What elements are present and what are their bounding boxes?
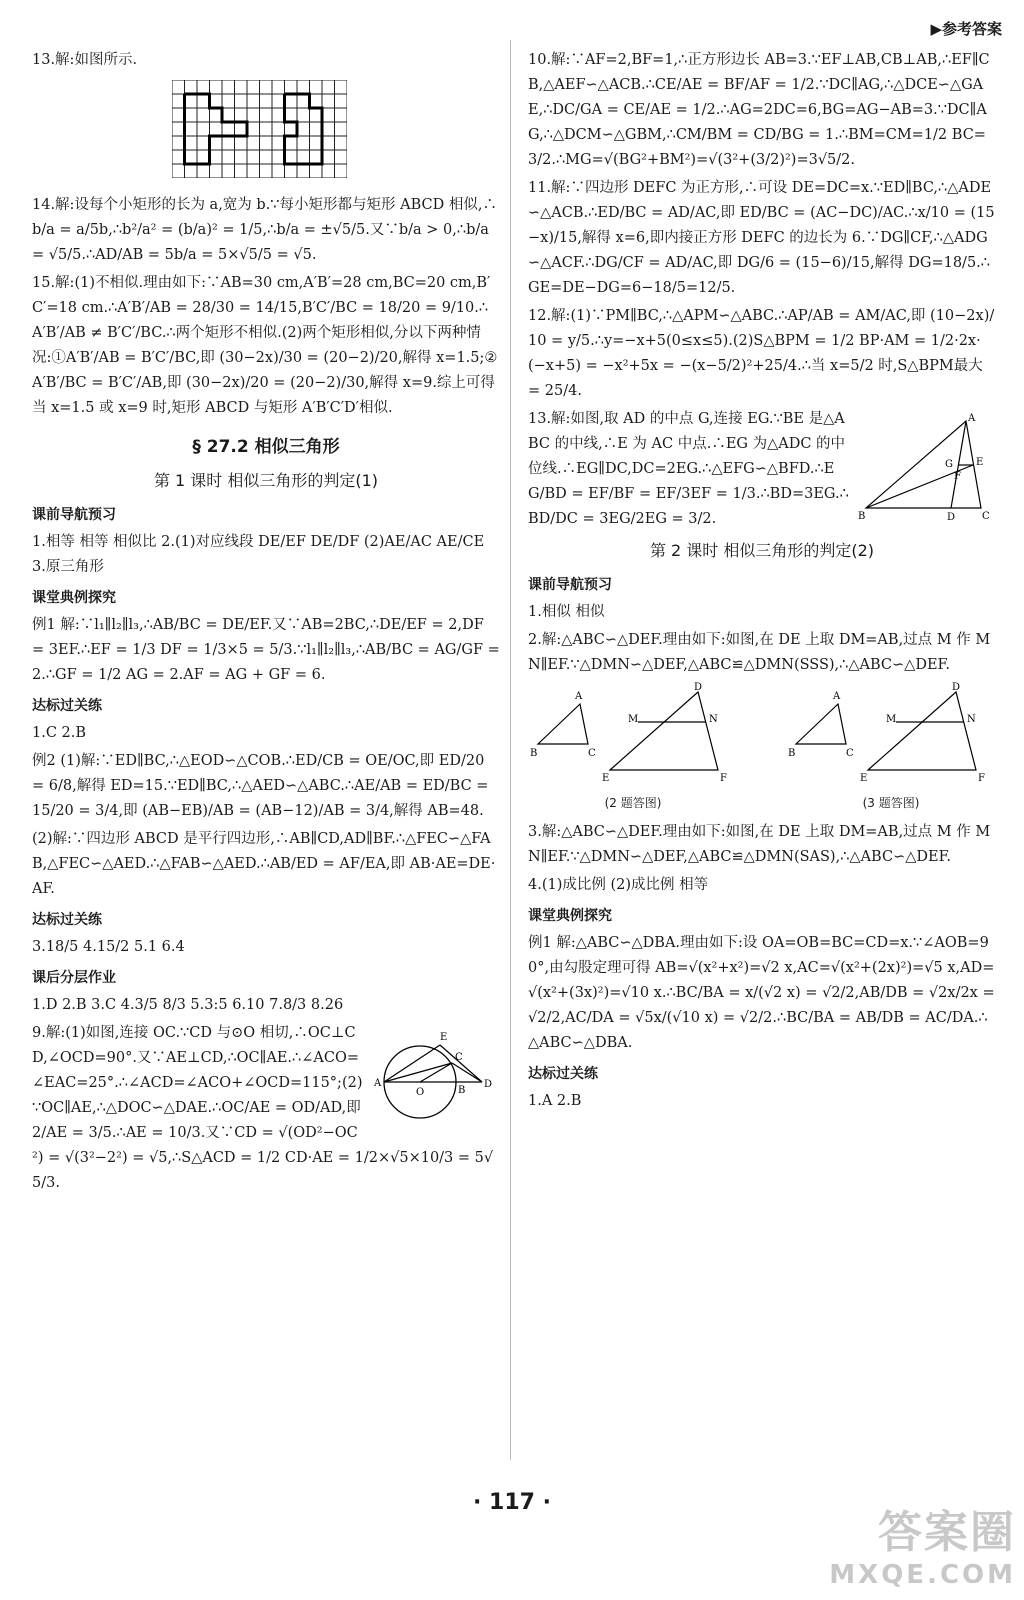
triangle-figures [528,682,996,816]
tri-label-m2: M [886,714,897,725]
tri-label-f2: F [978,773,985,782]
fig9-label-d: D [484,1079,493,1090]
circle-figure [370,1027,500,1127]
answer-12: 12.解:(1)∵PM∥BC,∴△APM∽△ABC.∴AP/AB = AM/AC,即 (10−2x)/10 = y/5.∴y=−x+5(0≤x≤5).(2)S△BPM = 1/2 BP·AM = 1/2·2x·(−x+5) = −x²+5x = −(x−5/2)²+25/4.∴当 x=5/2 时,S△BPM最大 = 25/4. [528,308,995,399]
tri-label-d2: D [952,682,961,693]
fig9-label-a: A [374,1078,382,1089]
heading-preview-2: 课前导航预习 [528,577,612,593]
answer-10: 10.解:∵AF=2,BF=1,∴正方形边长 AB=3.∵EF⊥AB,CB⊥AB,∴EF∥CB,△AEF∽△ACB.∴CE/AE = BF/AF = 1/2.∵DC∥AG,∴△DCE∽△GAE,∴DC/GA = CE/AE = 1/2.∴AG=2DC=6,BG=AG−AB=3.∵DC∥AG,∴△DCM∽△GBM,∴CM/BM = CD/BG = 1.∴BM=CM=1/2 BC=3/2.∴MG=√(BG²+BM²)=√(3²+(3/2)²)=3√5/2. [528,52,990,168]
grid-figure [172,80,347,178]
fig3-svg [786,682,996,782]
answer-15: 15.解:(1)不相似.理由如下:∵AB=30 cm,A′B′=28 cm,BC=20 cm,B′C′=18 cm.∴A′B′/AB = 28/30 = 14/15,B′C′/BC = 18/20 = 9/10.∴A′B′/AB ≠ B′C′/BC.∴两个矩形不相似.(2)两个矩形相似,分以下两种情况:①A′B′/AB = B′C′/BC,即 (30−2x)/30 = (20−2)/20,解得 x=1.5;②A′B′/BC = B′C′/AB,即 (30−2x)/20 = (20−2)/30,解得 x=9.综上可得当 x=1.5 或 x=9 时,矩形 ABCD 与矩形 A′B′C′D′相似. [32,275,498,416]
answer-11: 11.解:∵四边形 DEFC 为正方形,∴可设 DE=DC=x.∵ED∥BC,∴△ADE∽△ACB.∴ED/BC = AD/AC,即 ED/BC = (AC−DC)/AC.∴x/10 = (15−x)/15,解得 x=6,即内接正方形 DEFC 的边长为 6.∵DG∥CF,∴△ADG∽△ACF.∴DG/CF = AD/AC,即 DG/6 = (15−6)/15,解得 DG=18/5.∴GE=DE−DG=6−18/5=12/5. [528,180,995,296]
answer-13-right: 13.解:如图,取 AD 的中点 G,连接 EG.∵BE 是△ABC 的中线,∴E 为 AC 中点.∴EG 为△ADC 的中位线.∴EG∥DC,DC=2EG.∴△EFG∽△BFD.∴EG/BD = EF/BF = EF/3EF = 1/3.∴BD=3EG.∴BD/DC = 3EG/2EG = 3/2. [528,411,849,527]
fig13-label-g: G [945,459,953,470]
fig13-label-b: B [858,511,866,522]
heading-homework: 课后分层作业 [32,970,116,986]
watermark-line-1: 答案圈 [878,1507,1016,1558]
tri-label-d1: D [694,682,703,693]
tri-label-n1: N [709,714,718,725]
tri-label-e1: E [602,773,610,782]
lesson-2-title: 第 2 课时 相似三角形的判定(2) [649,541,875,560]
fig13-label-f: F [954,471,961,482]
tri-label-n2: N [967,714,976,725]
preview-2-answer-1: 1.相似 相似 [528,604,605,620]
tri-label-a2: A [833,691,841,702]
example-2-part1: 例2 (1)解:∵ED∥BC,∴△EOD∽△COB.∴ED/CB = OE/OC,即 ED/20 = 6/8,解得 ED=15.∵ED∥BC,∴△AED∽△ABC.∴AE/AB = ED/BC = 15/20 = 3/4,即 (AB−EB)/AB = (AB−12)/AB = 3/4,解得 AB=48. [32,753,489,819]
tri-label-f1: F [720,773,727,782]
fig9-label-e: E [440,1032,448,1043]
example-2-part2: (2)解:∵四边形 ABCD 是平行四边形,∴AB∥CD,AD∥BF.∴△FEC∽△FAB,△FEC∽△AED.∴△FAB∽△AED.∴AB/ED = AF/EA,即 AB·AE=DE·AF. [32,831,496,897]
example-1: 例1 解:∵l₁∥l₂∥l₃,∴AB/BC = DE/EF.又∵AB=2BC,∴DE/EF = 2,DF = 3EF.∴EF = 1/3 DF = 1/3×5 = 5/3.∵l₁∥l₂∥l₃,∴AB/BC = AG/GF = 2.∴GF = 1/2 AG = 2.AF = AG + GF = 6. [32,617,500,683]
preview-2-answer-3: 3.解:△ABC∽△DEF.理由如下:如图,在 DE 上取 DM=AB,过点 M 作 MN∥EF.∵△DMN∽△DEF,△ABC≌△DMN(SAS),∴△ABC∽△DEF. [528,824,991,865]
tri-label-a1: A [575,691,583,702]
answer-9: 9.解:(1)如图,连接 OC.∵CD 与⊙O 相切,∴OC⊥CD,∠OCD=90°.又∵AE⊥CD,∴OC∥AE.∴∠ACO=∠EAC=25°.∴∠ACD=∠ACO+∠OCD=115°;(2)∵OC∥AE,∴△DOC∽△DAE.∴OC/AE = OD/AD,即 2/AE = 3/5.∴AE = 10/3.又∵CD = √(OD²−OC²) = √(3²−2²) = √5,∴S△ACD = 1/2 CD·AE = 1/2×√5×10/3 = 5√5/3. [32,1025,494,1191]
fig13-label-c: C [982,511,990,522]
page-number: · 117 · [473,1490,551,1515]
fig9-label-o: O [416,1087,425,1098]
homework-answers: 1.D 2.B 3.C 4.3/5 8/3 5.3:5 6.10 7.8/3 8.26 [32,997,344,1013]
tri-label-e2: E [860,773,868,782]
right-column [528,48,996,1117]
column-divider [510,40,511,1460]
preview-2-answer-2: 2.解:△ABC∽△DEF.理由如下:如图,在 DE 上取 DM=AB,过点 M 作 MN∥EF.∵△DMN∽△DEF,△ABC≌△DMN(SSS),∴△ABC∽△DEF. [528,632,991,673]
watermark [829,1496,1016,1590]
left-column [32,48,500,1199]
preview-answers: 1.相等 相等 相似比 2.(1)对应线段 DE/EF DE/DF (2)AE/AC AE/CE 3.原三角形 [32,534,485,575]
heading-explore: 课堂典例探究 [32,590,116,606]
fig13-label-a: A [968,413,976,424]
fig13-label-e: E [976,457,984,468]
page-header: ▶参考答案 [930,20,1002,38]
fig13-label-d: D [947,512,956,523]
fig2-svg [528,682,738,782]
heading-pass-3: 达标过关练 [528,1066,598,1082]
fig9-label-c: C [455,1052,463,1063]
heading-explore-2: 课堂典例探究 [528,908,612,924]
caption-fig2: (2 题答图) [604,796,662,810]
tri-label-c1: C [588,748,596,759]
caption-fig3: (3 题答图) [862,796,920,810]
tri-label-m1: M [628,714,639,725]
pass-1-answers: 1.C 2.B [32,725,87,741]
heading-pass-1: 达标过关练 [32,698,102,714]
pass-2-answers: 3.18/5 4.15/2 5.1 6.4 [32,939,185,955]
triangle-figure-13 [856,413,996,523]
example-1-lesson-2: 例1 解:△ABC∽△DBA.理由如下:设 OA=OB=BC=CD=x.∵∠AOB=90°,由勾股定理可得 AB=√(x²+x²)=√2 x,AC=√(x²+(2x)²)=√5 x,AD=√(x²+(3x)²)=√10 x.∴BC/BA = x/(√2 x) = √2/2,AB/DB = √2x/2x = √2/2,AC/DA = √5x/(√10 x) = √2/2.∴BC/BA = AB/DB = AC/DA.∴△ABC∽△DBA. [528,935,995,1051]
lesson-1-title: 第 1 课时 相似三角形的判定(1) [153,471,379,490]
section-title: § 27.2 相似三角形 [192,437,340,457]
heading-pass-2: 达标过关练 [32,912,102,928]
tri-label-b1: B [530,748,538,759]
fig9-label-b: B [458,1085,466,1096]
tri-label-c2: C [846,748,854,759]
pass-3-answers: 1.A 2.B [528,1093,582,1109]
preview-2-answer-4: 4.(1)成比例 (2)成比例 相等 [528,877,709,893]
answer-14: 14.解:设每个小矩形的长为 a,宽为 b.∵每小矩形都与矩形 ABCD 相似,∴b/a = a/5b,∴b²/a² = (b/a)² = 1/5,∴b/a = ±√5/5.又∵b/a > 0,∴b/a = √5/5.∴AD/AB = 5b/a = 5×√5/5 = √5. [32,197,497,263]
heading-preview: 课前导航预习 [32,507,116,523]
watermark-line-2: MXQE.COM [829,1560,1016,1590]
answer-13: 13.解:如图所示. [32,52,138,68]
tri-label-b2: B [788,748,796,759]
